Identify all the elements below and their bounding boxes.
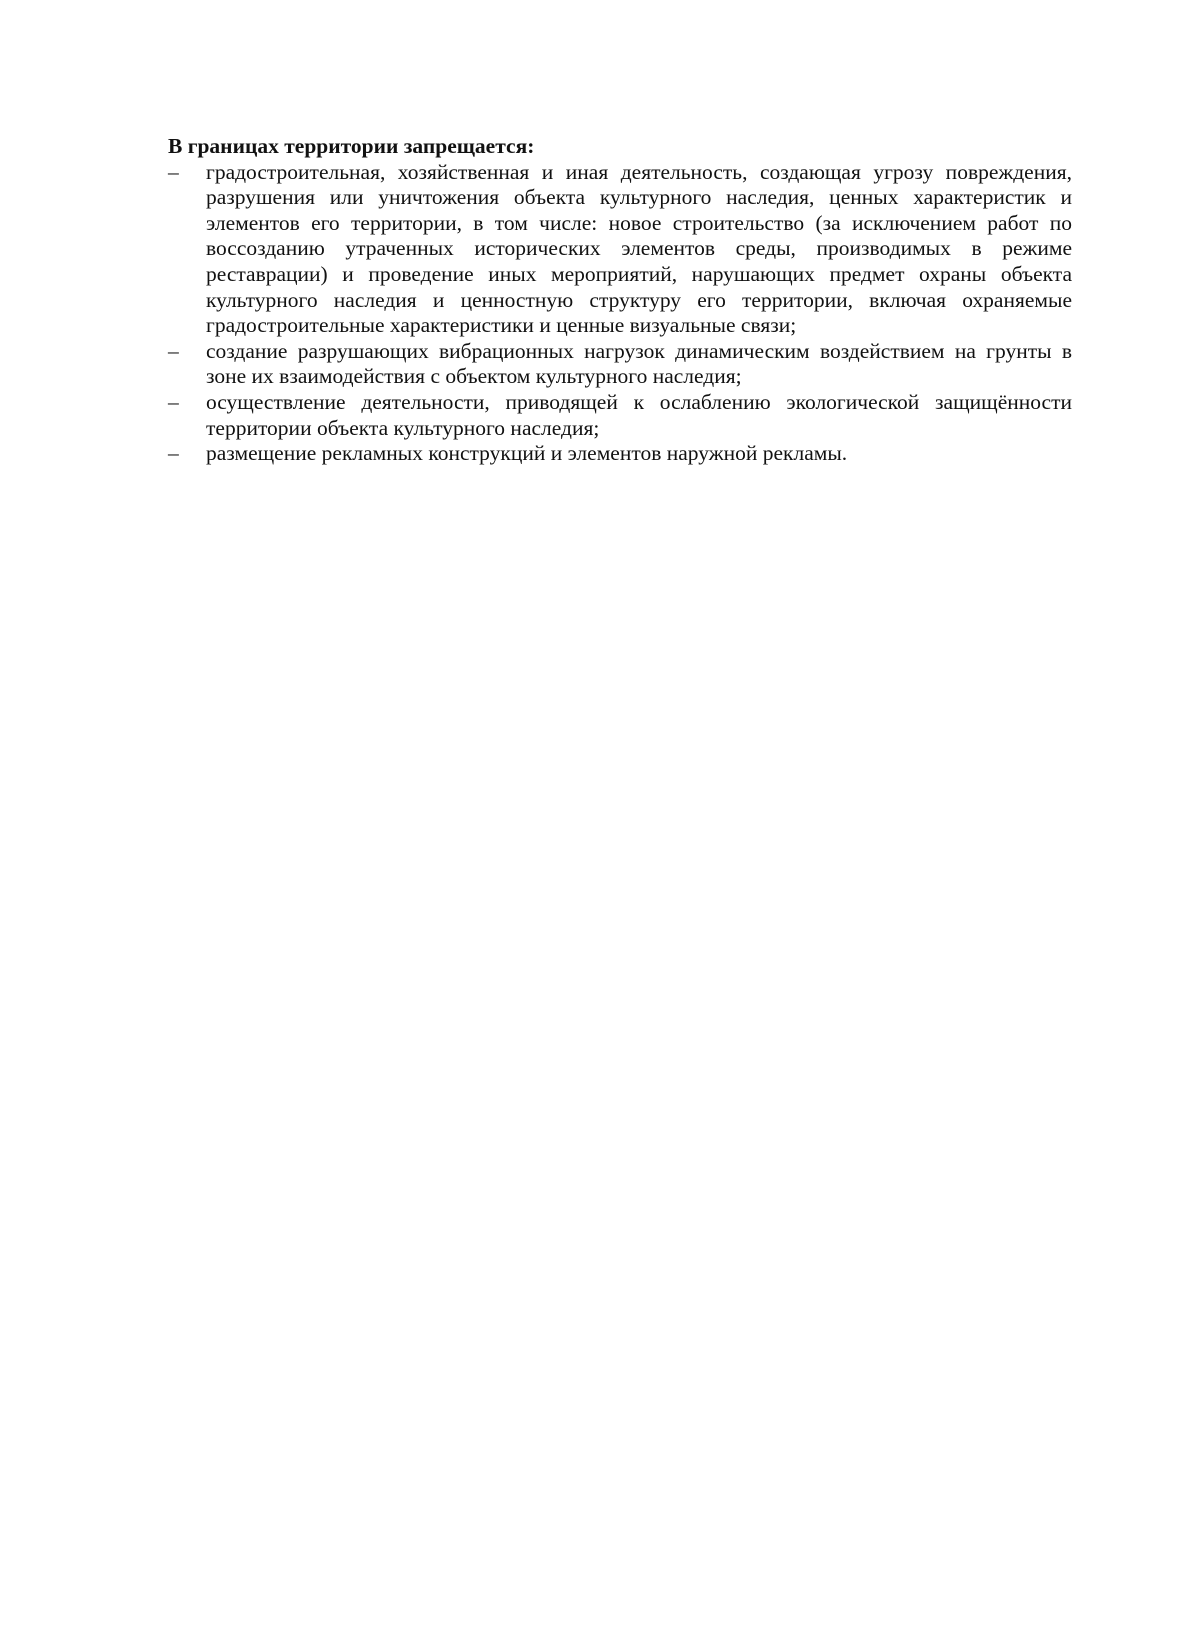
bullet-dash: – [168,159,179,184]
bullet-dash: – [168,441,179,466]
bullet-dash: – [168,338,179,363]
list-item [168,390,1072,441]
document-body [168,134,1072,467]
list-item-text: осуществление деятельности, приводящей к ослаблению экологической защищённости территории объекта культурного наследия; [206,389,1072,440]
list-item [168,160,1072,339]
list-item-text: создание разрушающих вибрационных нагрузок динамическим воздействием на грунты в зоне их взаимодействия с объектом культурного наследия; [206,338,1072,389]
section-heading: В границах территории запрещается: [168,134,535,158]
list-item-text: градостроительная, хозяйственная и иная деятельность, создающая угрозу повреждения, разрушения или уничтожения объекта культурного наследия, ценных характеристик и элементов его территории, в том числе: новое строительство (за исключением работ по воссозданию утраченных исторических элементов среды, производимых в режиме реставрации) и проведение иных мероприятий, нарушающих предмет охраны объекта культурного наследия и ценностную структуру его территории, включая охраняемые градостроительные характеристики и ценные визуальные связи; [206,159,1072,338]
list-item-text: размещение рекламных конструкций и элементов наружной рекламы. [206,441,848,466]
prohibition-list [168,160,1072,467]
list-item [168,339,1072,390]
list-item [168,441,1072,467]
bullet-dash: – [168,389,179,414]
